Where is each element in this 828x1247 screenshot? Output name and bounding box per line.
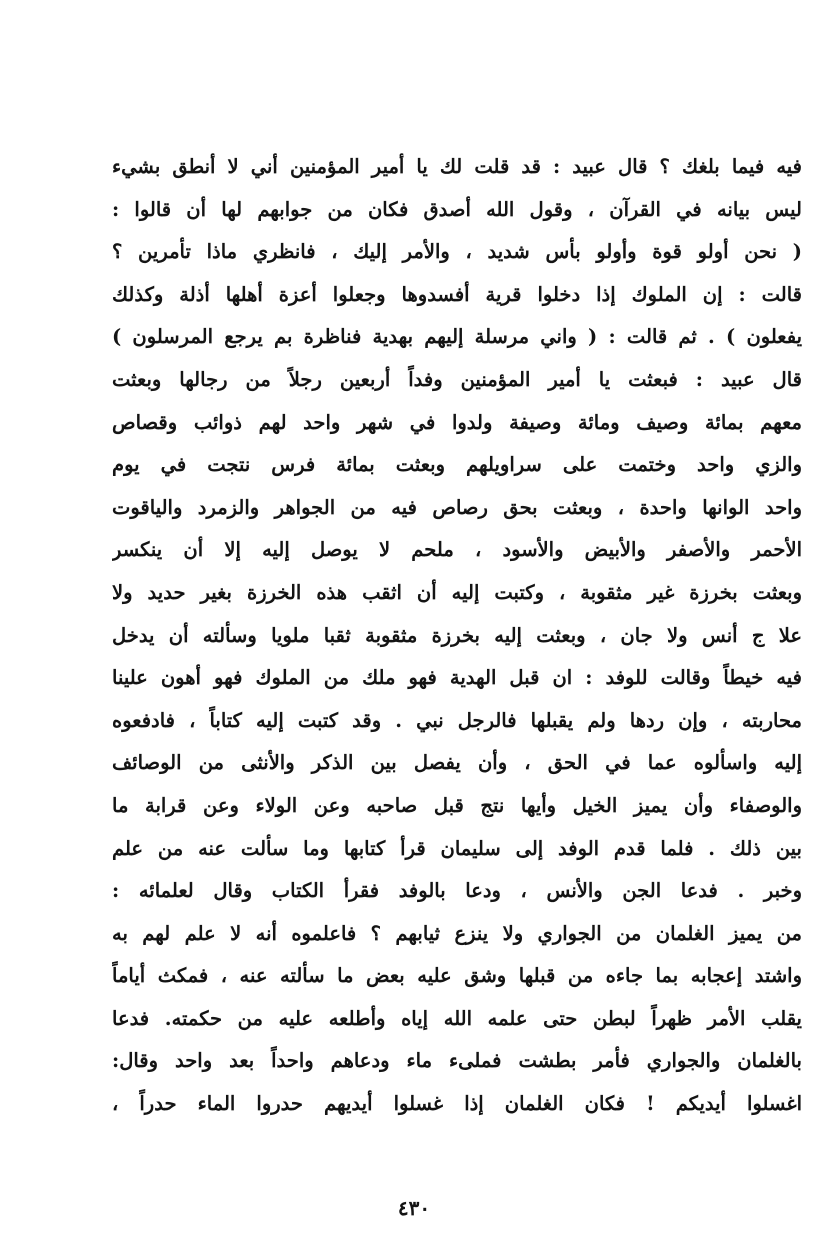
text-line: فيه فيما بلغك ؟ قال عبيد : قد قلت لك يا أمير المؤمنين أني لا أنطق بشيء: [112, 155, 802, 178]
text-line: وخبر . فدعا الجن والأنس ، ودعا بالوفد فقرأ الكتاب وقال لعلمائه :: [112, 879, 802, 903]
text-line: معهم بمائة وصيف ومائة وصيفة ولدوا في شهر واحد لهم ذوائب وقصاص: [112, 410, 802, 434]
text-line: قال عبيد : فبعثت يا أمير المؤمنين وفداً أربعين رجلاً من رجالها وبعثت: [112, 367, 802, 391]
text-line: والزي واحد وختمت على سراويلهم وبعثت بمائة فرس نتجت في يوم: [112, 453, 802, 477]
text-line: من يميز الغلمان من الجواري ولا ينزع ثيابهم ؟ فاعلموه أنه لا علم لهم به: [112, 921, 802, 945]
text-line: قالت : إن الملوك إذا دخلوا قرية أفسدوها وجعلوا أعزة أهلها أذلة وكذلك: [112, 282, 802, 306]
text-line: إليه واسألوه عما في الحق ، وأن يفصل بين الذكر والأنثى من الوصائف: [112, 751, 802, 775]
text-line: واشتد إعجابه بما جاءه من قبلها وشق عليه بعض ما سألته عنه ، فمكث أياماً: [112, 964, 802, 988]
text-line: بين ذلك . فلما قدم الوفد إلى سليمان قرأ كتابها وما سألت عنه من علم: [112, 836, 802, 860]
text-line: الأحمر والأصفر والأبيض والأسود ، ملحم لا يوصل إليه إلا أن ينكسر: [112, 538, 802, 562]
text-line: اغسلوا أيديكم ! فكان الغلمان إذا غسلوا أيديهم حدروا الماء حدراً ،: [112, 1092, 802, 1116]
text-line: علا ج أنس ولا جان ، وبعثت إليه بخرزة مثقوبة ثقبا ملويا وسألته أن يدخل: [112, 623, 802, 647]
text-line: ( نحن أولو قوة وأولو بأس شديد ، والأمر إليك ، فانظري ماذا تأمرين ؟: [112, 240, 802, 264]
text-line: والوصفاء وأن يميز الخيل وأيها نتج قبل صاحبه وعن الولاء وعن قرابة ما: [112, 793, 802, 817]
text-line: محاربته ، وإن ردها ولم يقبلها فالرجل نبي . وقد كتبت إليه كتاباً ، فادفعوه: [112, 708, 802, 732]
text-line: واحد الوانها واحدة ، وبعثت بحق رصاص فيه من الجواهر والزمرد والياقوت: [112, 495, 802, 519]
body-text: [112, 146, 802, 1126]
page-number: ٤٣٠: [397, 1196, 431, 1220]
text-line: يفعلون ) . ثم قالت : ( واني مرسلة إليهم بهدية فناظرة بم يرجع المرسلون ): [112, 325, 802, 349]
text-line: فيه خيطاً وقالت للوفد : ان قبل الهدية فهو ملك من الملوك فهو أهون علينا: [112, 666, 802, 690]
text-line: ليس بيانه في القرآن ، وقول الله أصدق فكان من جوابهم لها أن قالوا :: [112, 197, 802, 221]
text-line: بالغلمان والجواري فأمر بطشت فملىء ماء ودعاهم واحداً بعد واحد وقال:: [112, 1049, 802, 1073]
text-line: وبعثت بخرزة غير مثقوبة ، وكتبت إليه أن اثقب هذه الخرزة بغير حديد ولا: [112, 580, 802, 604]
text-line: يقلب الأمر ظهراً لبطن حتى علمه الله إياه وأطلعه عليه من حكمته. فدعا: [112, 1006, 802, 1030]
